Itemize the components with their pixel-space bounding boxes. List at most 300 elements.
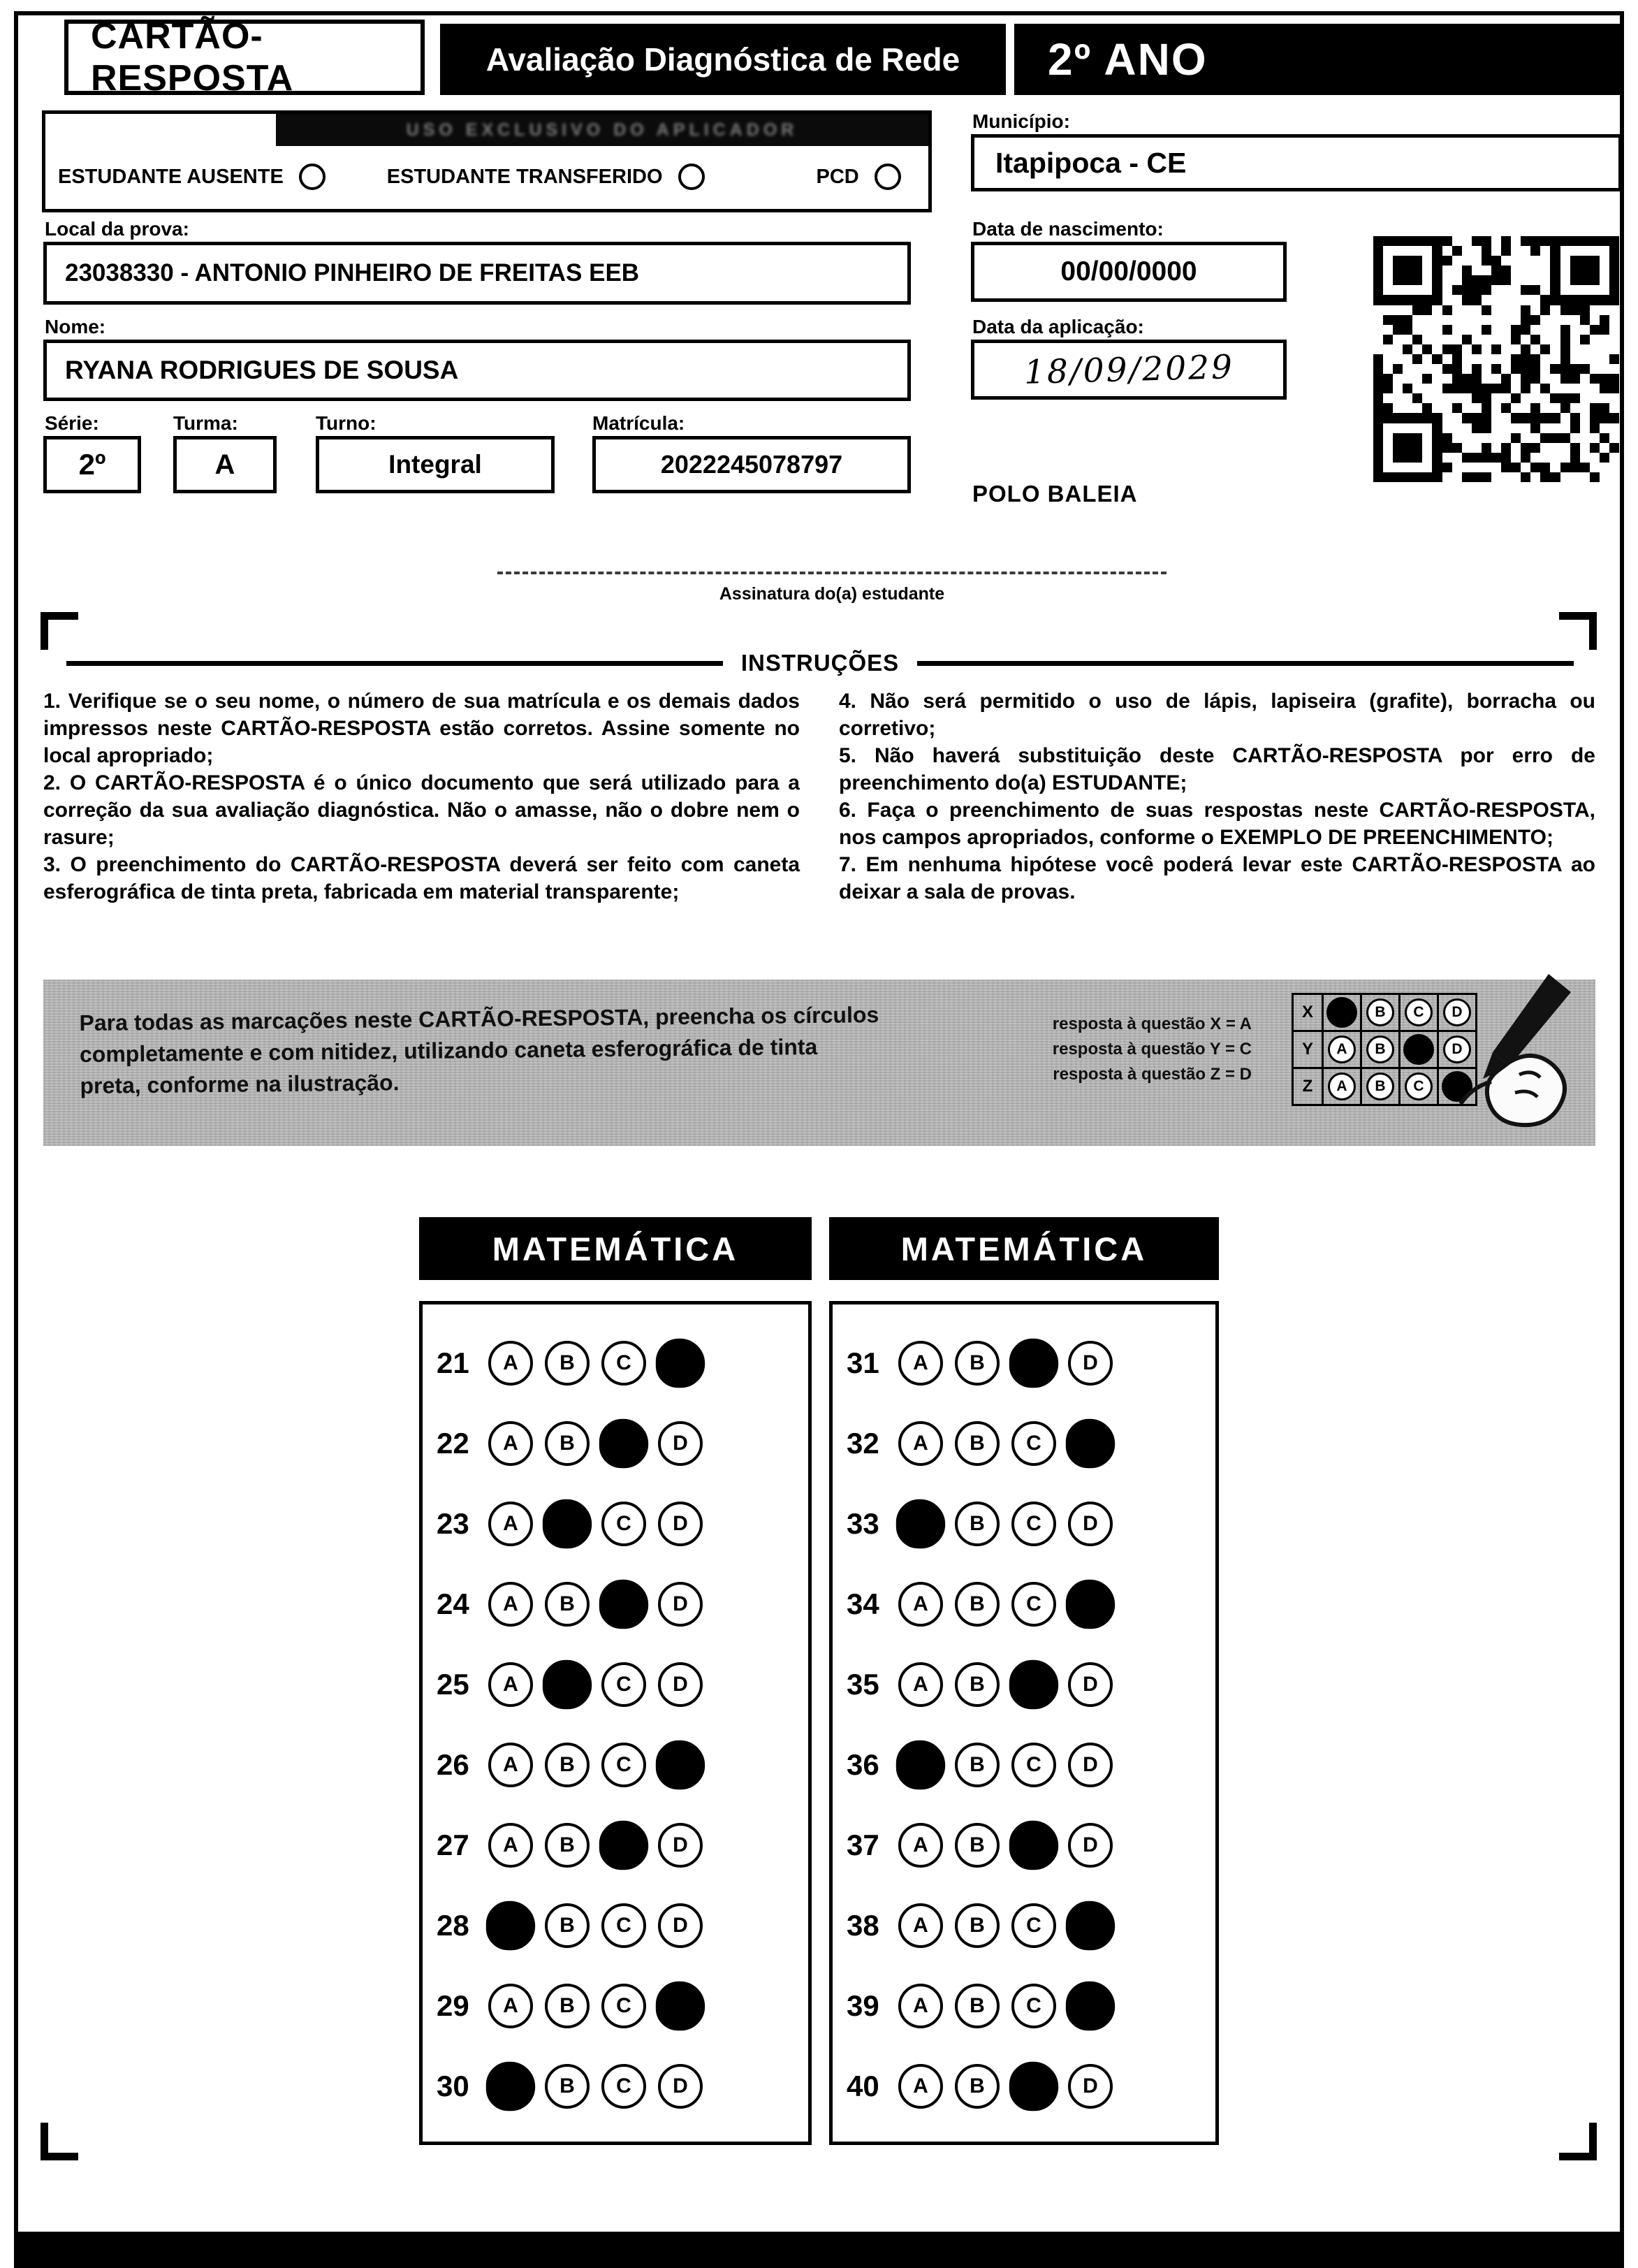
qr-cell <box>1550 256 1560 266</box>
qr-cell <box>1373 295 1383 305</box>
bubble-25-B[interactable] <box>543 1659 592 1708</box>
qr-cell <box>1472 335 1482 344</box>
qr-cell <box>1472 256 1482 266</box>
bubble-22-D[interactable]: D <box>658 1421 703 1466</box>
qr-cell <box>1472 384 1482 393</box>
qr-cell <box>1373 335 1383 344</box>
bubble-35-C[interactable] <box>1009 1659 1058 1708</box>
assessment-title-text: Avaliação Diagnóstica de Rede <box>485 41 960 78</box>
qr-cell <box>1442 275 1452 285</box>
bubble-26-A[interactable]: A <box>488 1743 533 1787</box>
qr-cell <box>1412 256 1422 266</box>
section-title-matematica-2: MATEMÁTICA <box>829 1217 1219 1280</box>
bubble-29-C[interactable]: C <box>601 1984 646 2028</box>
bubble-31-D[interactable]: D <box>1068 1341 1113 1386</box>
qr-cell <box>1412 384 1422 393</box>
bubble-26-C[interactable]: C <box>601 1743 646 1787</box>
bubble-35-D[interactable]: D <box>1068 1662 1113 1707</box>
qr-cell <box>1511 453 1521 463</box>
question-number: 30 <box>437 2069 469 2102</box>
qr-cell <box>1393 433 1403 443</box>
qr-cell <box>1403 344 1412 354</box>
qr-cell <box>1422 275 1432 285</box>
qr-cell <box>1383 443 1393 453</box>
qr-cell <box>1521 335 1530 344</box>
qr-cell <box>1482 236 1491 246</box>
qr-cell <box>1462 256 1472 266</box>
qr-cell <box>1501 285 1511 295</box>
qr-cell <box>1373 463 1383 472</box>
qr-cell <box>1609 275 1619 285</box>
qr-cell <box>1442 433 1452 443</box>
answer-row <box>847 1644 1215 1724</box>
qr-cell <box>1600 344 1609 354</box>
qr-cell <box>1530 275 1540 285</box>
bubble-38-C[interactable]: C <box>1011 1903 1056 1948</box>
signature-line[interactable] <box>497 572 1167 574</box>
qr-cell <box>1472 463 1482 472</box>
qr-cell <box>1412 285 1422 295</box>
qr-cell <box>1609 443 1619 453</box>
qr-cell <box>1590 433 1600 443</box>
question-number: 29 <box>437 1989 469 2022</box>
bubble-24-C[interactable] <box>599 1579 648 1628</box>
qr-cell <box>1442 344 1452 354</box>
data-nascimento-field <box>971 242 1287 302</box>
qr-cell <box>1580 236 1590 246</box>
bubble-40-D[interactable]: D <box>1068 2064 1113 2109</box>
qr-cell <box>1393 384 1403 393</box>
qr-cell <box>1570 344 1580 354</box>
qr-cell <box>1570 285 1580 295</box>
bubble-22-C[interactable] <box>599 1418 648 1467</box>
qr-cell <box>1373 384 1383 393</box>
qr-cell <box>1393 305 1403 315</box>
qr-cell <box>1422 354 1432 364</box>
grade-text: 2º ANO <box>1048 34 1208 85</box>
qr-cell <box>1590 384 1600 393</box>
qr-cell <box>1600 246 1609 256</box>
bubble-24-A[interactable]: A <box>488 1582 533 1627</box>
qr-cell <box>1472 266 1482 275</box>
qr-cell <box>1442 384 1452 393</box>
bubble-30-C[interactable]: C <box>601 2064 646 2109</box>
bubble-32-D[interactable] <box>1066 1418 1115 1467</box>
qr-cell <box>1600 433 1609 443</box>
bubble-37-D[interactable]: D <box>1068 1823 1113 1868</box>
bubble-23-C[interactable]: C <box>601 1502 646 1546</box>
qr-cell <box>1511 393 1521 403</box>
qr-cell <box>1393 423 1403 433</box>
qr-cell <box>1590 423 1600 433</box>
bubble-30-A[interactable] <box>486 2061 535 2110</box>
municipio-value: Itapipoca - CE <box>995 146 1187 179</box>
bubble-25-A[interactable]: A <box>488 1662 533 1707</box>
instruction-item: 3. O preenchimento do CARTÃO-RESPOSTA deverá ser feito com caneta esferográfica de tinta preta, fabricada em material transparente; <box>43 853 800 903</box>
qr-cell <box>1560 246 1570 256</box>
qr-cell <box>1580 393 1590 403</box>
qr-cell <box>1560 256 1570 266</box>
corner-mark-bottom-right <box>1559 2123 1597 2160</box>
qr-cell <box>1501 236 1511 246</box>
bubble-26-B[interactable]: B <box>545 1743 590 1787</box>
bubble-24-D[interactable]: D <box>658 1582 703 1627</box>
bubble-29-B[interactable]: B <box>545 1984 590 2028</box>
qr-cell <box>1393 325 1403 335</box>
qr-cell <box>1501 305 1511 315</box>
qr-cell <box>1452 305 1462 315</box>
qr-cell <box>1580 443 1590 453</box>
qr-cell <box>1442 413 1452 423</box>
qr-cell <box>1482 472 1491 482</box>
qr-cell <box>1590 443 1600 453</box>
bubble-38-A[interactable]: A <box>898 1903 943 1948</box>
municipio-field <box>971 134 1622 191</box>
qr-cell <box>1393 295 1403 305</box>
data-aplicacao-field[interactable] <box>971 340 1287 400</box>
instructions-body <box>43 688 1595 906</box>
signature-label: Assinatura do(a) estudante <box>719 584 945 604</box>
qr-cell <box>1550 275 1560 285</box>
qr-cell <box>1491 266 1501 275</box>
card-title-text: CARTÃO-RESPOSTA <box>91 16 294 99</box>
qr-cell <box>1600 463 1609 472</box>
bubble-33-C[interactable]: C <box>1011 1502 1056 1546</box>
qr-cell <box>1560 236 1570 246</box>
section-title-matematica-1: MATEMÁTICA <box>419 1217 812 1280</box>
example-cell <box>1398 1067 1439 1106</box>
bubble-21-B[interactable]: B <box>545 1341 590 1386</box>
qr-cell <box>1432 413 1442 423</box>
corner-mark-top-right <box>1559 612 1597 650</box>
question-number: 39 <box>847 1989 879 2022</box>
qr-cell <box>1412 275 1422 285</box>
qr-cell <box>1491 413 1501 423</box>
qr-cell <box>1550 344 1560 354</box>
qr-cell <box>1432 305 1442 315</box>
qr-cell <box>1600 374 1609 384</box>
qr-cell <box>1462 472 1472 482</box>
bubble-23-B[interactable] <box>543 1499 592 1548</box>
answer-row <box>847 1965 1215 2046</box>
qr-cell <box>1530 423 1540 433</box>
qr-cell <box>1393 236 1403 246</box>
qr-cell <box>1609 335 1619 344</box>
qr-cell <box>1511 472 1521 482</box>
qr-cell <box>1609 266 1619 275</box>
qr-cell <box>1472 315 1482 325</box>
bubble-37-B[interactable]: B <box>955 1823 1000 1868</box>
bubble-28-B[interactable]: B <box>545 1903 590 1948</box>
qr-cell <box>1452 266 1462 275</box>
bubble-22-A[interactable]: A <box>488 1421 533 1466</box>
qr-cell <box>1580 266 1590 275</box>
bubble-37-A[interactable]: A <box>898 1823 943 1868</box>
qr-cell <box>1580 335 1590 344</box>
bubble-36-D[interactable]: D <box>1068 1743 1113 1787</box>
qr-cell <box>1452 256 1462 266</box>
qr-cell <box>1501 325 1511 335</box>
qr-cell <box>1501 256 1511 266</box>
bubble-21-C[interactable]: C <box>601 1341 646 1386</box>
qr-cell <box>1570 403 1580 413</box>
bubble-38-B[interactable]: B <box>955 1903 1000 1948</box>
qr-cell <box>1462 384 1472 393</box>
bubble-32-B[interactable]: B <box>955 1421 1000 1466</box>
bubble-40-C[interactable] <box>1009 2061 1058 2110</box>
bubble-21-A[interactable]: A <box>488 1341 533 1386</box>
bubble-21-D[interactable] <box>656 1338 705 1387</box>
answer-row <box>847 1885 1215 1965</box>
bubble-25-C[interactable]: C <box>601 1662 646 1707</box>
qr-cell <box>1590 403 1600 413</box>
qr-cell <box>1373 344 1383 354</box>
qr-cell <box>1432 295 1442 305</box>
bubble-31-A[interactable]: A <box>898 1341 943 1386</box>
bubble-33-D[interactable]: D <box>1068 1502 1113 1546</box>
qr-cell <box>1393 354 1403 364</box>
qr-cell <box>1521 413 1530 423</box>
qr-cell <box>1540 256 1550 266</box>
bubble-27-B[interactable]: B <box>545 1823 590 1868</box>
example-bubble-Y-D: D <box>1443 1035 1471 1063</box>
bubble-34-A[interactable]: A <box>898 1582 943 1627</box>
answer-row <box>437 1805 808 1885</box>
instructions-title: INSTRUÇÕES <box>740 650 900 676</box>
bubble-40-A[interactable]: A <box>898 2064 943 2109</box>
bubble-39-B[interactable]: B <box>955 1984 1000 2028</box>
bubble-33-A[interactable] <box>896 1499 945 1548</box>
bubble-27-A[interactable]: A <box>488 1823 533 1868</box>
qr-cell <box>1540 403 1550 413</box>
bubble-34-C[interactable]: C <box>1011 1582 1056 1627</box>
qr-cell <box>1373 354 1383 364</box>
qr-cell <box>1393 453 1403 463</box>
qr-cell <box>1472 413 1482 423</box>
bubble-28-A[interactable] <box>486 1900 535 1949</box>
bubble-27-C[interactable] <box>599 1820 648 1869</box>
qr-cell <box>1412 315 1422 325</box>
bubble-28-C[interactable]: C <box>601 1903 646 1948</box>
bubble-39-C[interactable]: C <box>1011 1984 1056 2028</box>
qr-cell <box>1590 285 1600 295</box>
qr-cell <box>1600 315 1609 325</box>
local-da-prova-value: 23038330 - ANTONIO PINHEIRO DE FREITAS EEB <box>65 259 640 286</box>
qr-cell <box>1590 453 1600 463</box>
qr-cell <box>1442 236 1452 246</box>
qr-cell <box>1530 285 1540 295</box>
qr-cell <box>1442 305 1452 315</box>
bubble-25-D[interactable]: D <box>658 1662 703 1707</box>
qr-cell <box>1452 472 1462 482</box>
bubble-24-B[interactable]: B <box>545 1582 590 1627</box>
instructions-rule-left <box>66 661 723 666</box>
qr-cell <box>1442 423 1452 433</box>
qr-cell <box>1393 266 1403 275</box>
qr-cell <box>1560 325 1570 335</box>
qr-cell <box>1521 285 1530 295</box>
qr-cell <box>1530 236 1540 246</box>
qr-cell <box>1472 344 1482 354</box>
example-row-label: Y <box>1292 1030 1324 1069</box>
qr-cell <box>1482 413 1491 423</box>
bubble-31-C[interactable] <box>1009 1338 1058 1387</box>
qr-cell <box>1442 266 1452 275</box>
qr-cell <box>1432 393 1442 403</box>
bubble-39-D[interactable] <box>1066 1981 1115 2030</box>
bubble-26-D[interactable] <box>656 1740 705 1789</box>
qr-cell <box>1403 463 1412 472</box>
qr-cell <box>1530 266 1540 275</box>
qr-cell <box>1570 453 1580 463</box>
qr-cell <box>1521 453 1530 463</box>
bubble-37-C[interactable] <box>1009 1820 1058 1869</box>
qr-cell <box>1452 413 1462 423</box>
qr-cell <box>1422 295 1432 305</box>
qr-cell <box>1530 413 1540 423</box>
qr-cell <box>1482 315 1491 325</box>
qr-cell <box>1521 463 1530 472</box>
card-title <box>64 16 425 99</box>
qr-cell <box>1412 325 1422 335</box>
qr-cell <box>1442 354 1452 364</box>
label-estudante-ausente: ESTUDANTE AUSENTE <box>58 165 284 188</box>
qr-cell <box>1383 384 1393 393</box>
qr-cell <box>1580 453 1590 463</box>
data-aplicacao-label: Data da aplicação: <box>972 316 1144 337</box>
qr-cell <box>1482 285 1491 295</box>
qr-cell <box>1462 433 1472 443</box>
polo-label: POLO BALEIA <box>972 481 1138 507</box>
qr-cell <box>1521 325 1530 335</box>
qr-cell <box>1442 246 1452 256</box>
qr-cell <box>1501 413 1511 423</box>
bubble-35-B[interactable]: B <box>955 1662 1000 1707</box>
qr-cell <box>1609 423 1619 433</box>
qr-cell <box>1462 285 1472 295</box>
qr-cell <box>1540 315 1550 325</box>
estudante-transferido-bubble[interactable] <box>678 163 705 190</box>
pcd-bubble[interactable] <box>875 163 901 190</box>
qr-cell <box>1373 285 1383 295</box>
qr-cell <box>1422 305 1432 315</box>
bubble-30-D[interactable]: D <box>658 2064 703 2109</box>
turma-value: A <box>214 449 235 480</box>
bubble-27-D[interactable]: D <box>658 1823 703 1868</box>
qr-cell <box>1550 433 1560 443</box>
qr-cell <box>1560 285 1570 295</box>
qr-cell <box>1462 354 1472 364</box>
instructions-header <box>66 650 1574 676</box>
qr-cell <box>1462 374 1472 384</box>
qr-cell <box>1403 266 1412 275</box>
qr-cell <box>1540 305 1550 315</box>
qr-cell <box>1590 393 1600 403</box>
qr-cell <box>1432 443 1442 453</box>
qr-cell <box>1501 403 1511 413</box>
bubble-33-B[interactable]: B <box>955 1502 1000 1546</box>
qr-cell <box>1600 453 1609 463</box>
qr-cell <box>1511 403 1521 413</box>
qr-cell <box>1383 256 1393 266</box>
qr-cell <box>1412 443 1422 453</box>
qr-cell <box>1570 413 1580 423</box>
example-row-label: X <box>1292 993 1324 1032</box>
bubble-32-A[interactable]: A <box>898 1421 943 1466</box>
qr-cell <box>1452 384 1462 393</box>
bubble-40-B[interactable]: B <box>955 2064 1000 2109</box>
qr-cell <box>1442 403 1452 413</box>
bubble-29-D[interactable] <box>656 1981 705 2030</box>
turno-field <box>316 436 555 493</box>
qr-cell <box>1482 266 1491 275</box>
qr-cell <box>1393 413 1403 423</box>
bubble-23-A[interactable]: A <box>488 1502 533 1546</box>
bubble-23-D[interactable]: D <box>658 1502 703 1546</box>
qr-cell <box>1432 433 1442 443</box>
turma-label: Turma: <box>173 412 238 434</box>
qr-cell <box>1600 236 1609 246</box>
qr-cell <box>1452 423 1462 433</box>
estudante-ausente-bubble[interactable] <box>299 163 326 190</box>
bubble-29-A[interactable]: A <box>488 1984 533 2028</box>
qr-cell <box>1482 325 1491 335</box>
qr-cell <box>1373 236 1383 246</box>
bubble-34-B[interactable]: B <box>955 1582 1000 1627</box>
qr-cell <box>1550 305 1560 315</box>
bubble-31-B[interactable]: B <box>955 1341 1000 1386</box>
bubble-35-A[interactable]: A <box>898 1662 943 1707</box>
bubble-32-C[interactable]: C <box>1011 1421 1056 1466</box>
qr-cell <box>1393 393 1403 403</box>
qr-cell <box>1550 266 1560 275</box>
qr-cell <box>1501 433 1511 443</box>
qr-cell <box>1550 364 1560 374</box>
qr-cell <box>1462 295 1472 305</box>
qr-cell <box>1491 295 1501 305</box>
qr-cell <box>1521 393 1530 403</box>
qr-cell <box>1491 423 1501 433</box>
bubble-36-B[interactable]: B <box>955 1743 1000 1787</box>
question-number: 40 <box>847 2069 879 2102</box>
qr-cell <box>1472 453 1482 463</box>
qr-cell <box>1501 472 1511 482</box>
answer-grid-2 <box>829 1301 1219 2145</box>
bubble-39-A[interactable]: A <box>898 1984 943 2028</box>
qr-cell <box>1609 374 1619 384</box>
bubble-34-D[interactable] <box>1066 1579 1115 1628</box>
qr-cell <box>1403 433 1412 443</box>
bubble-28-D[interactable]: D <box>658 1903 703 1948</box>
bubble-36-A[interactable] <box>896 1740 945 1789</box>
qr-cell <box>1550 236 1560 246</box>
qr-cell <box>1521 443 1530 453</box>
bubble-22-B[interactable]: B <box>545 1421 590 1466</box>
qr-cell <box>1383 305 1393 315</box>
qr-cell <box>1412 305 1422 315</box>
qr-cell <box>1442 315 1452 325</box>
qr-cell <box>1442 285 1452 295</box>
qr-cell <box>1590 364 1600 374</box>
qr-cell <box>1373 275 1383 285</box>
qr-cell <box>1482 364 1491 374</box>
qr-cell <box>1570 256 1580 266</box>
bubble-30-B[interactable]: B <box>545 2064 590 2109</box>
bubble-38-D[interactable] <box>1066 1900 1115 1949</box>
qr-cell <box>1432 463 1442 472</box>
qr-cell <box>1432 403 1442 413</box>
bubble-36-C[interactable]: C <box>1011 1743 1056 1787</box>
